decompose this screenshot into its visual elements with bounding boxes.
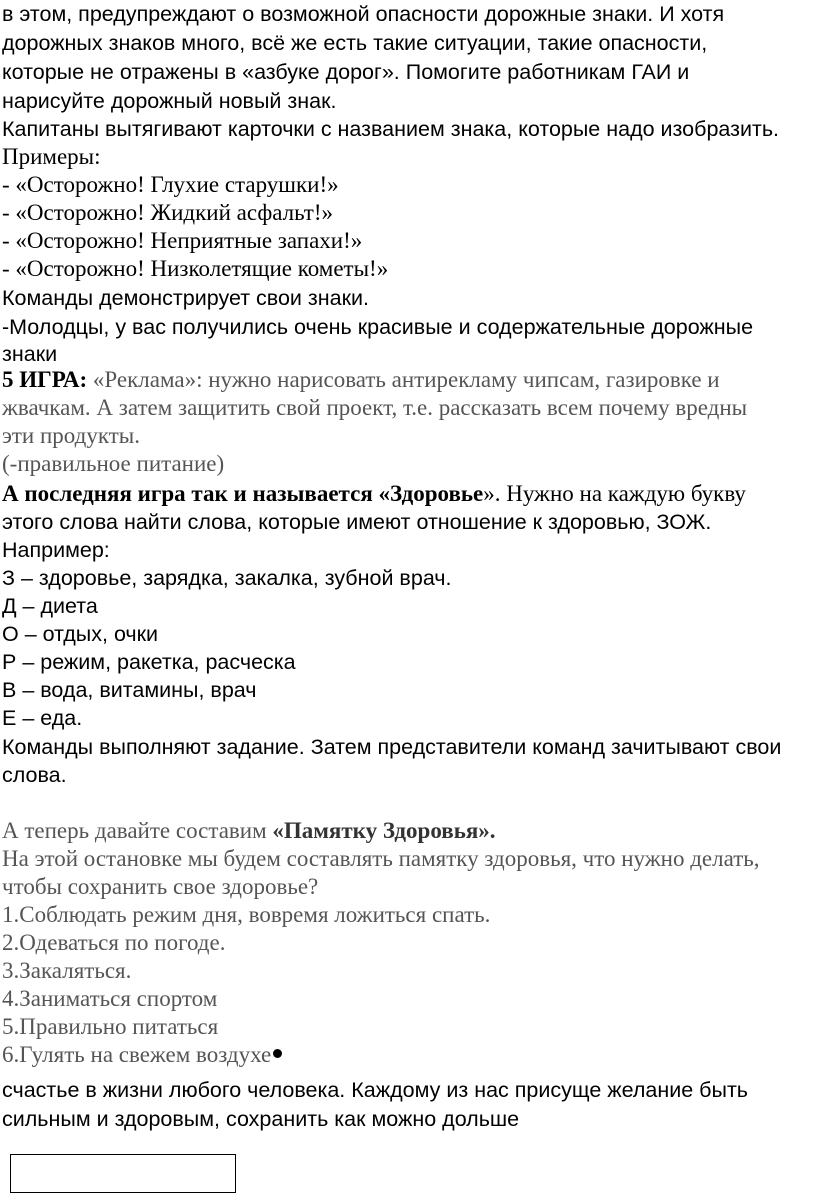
memo-question: чтобы сохранить свое здоровье? <box>2 874 319 899</box>
game5-label: 5 ИГРА: <box>2 367 88 392</box>
last-game-line: этого слова найти слова, которые имеют отношение к здоровью, ЗОЖ. <box>2 510 712 534</box>
text-line: Команды выполняют задание. Затем представители команд зачитывают свои <box>2 735 782 759</box>
text-line: нарисуйте дорожный новый знак. <box>2 89 337 113</box>
game5-line: эти продукты. <box>2 423 140 448</box>
text-line: в этом, предупреждают о возможной опасности дорожные знаки. И хотя <box>2 2 725 26</box>
memo-item-line <box>2 1041 282 1069</box>
text-line: знаки <box>2 342 58 366</box>
memo-item: 5.Правильно питаться <box>2 1014 219 1039</box>
letter-item: В – вода, витамины, врач <box>2 678 257 702</box>
example-item: - «Осторожно! Неприятные запахи!» <box>2 228 363 253</box>
text-line: которые не отражены в «азбуке дорог». Помогите работникам ГАИ и <box>2 60 690 84</box>
text-line: Команды демонстрирует свои знаки. <box>2 286 369 310</box>
empty-frame <box>10 1154 236 1193</box>
example-item: - «Осторожно! Жидкий асфальт!» <box>2 200 333 225</box>
closing-line: счастье в жизни любого человека. Каждому из нас присуще желание быть <box>2 1078 749 1102</box>
text-line: Примеры: <box>2 144 101 169</box>
memo-title: «Памятку Здоровья». <box>272 818 496 843</box>
closing-line: сильным и здоровым, сохранить как можно дольше <box>2 1107 520 1131</box>
example-item: - «Осторожно! Глухие старушки!» <box>2 172 339 197</box>
game5-text: «Реклама»: нужно нарисовать антирекламу чипсам, газировке и <box>87 367 720 392</box>
memo-item: 3.Закаляться. <box>2 958 132 983</box>
memo-item: 4.Заниматься спортом <box>2 986 218 1011</box>
letter-item: Д – диета <box>2 594 98 618</box>
memo-item: 6.Гулять на свежем воздухе <box>2 1042 272 1067</box>
last-game-line: А последняя игра так и называется «Здоровье». Нужно на каждую букву <box>2 481 746 506</box>
memo-item: 2.Одеваться по погоде. <box>2 930 226 955</box>
text-line: Капитаны вытягивают карточки с названием знака, которые надо изобразить. <box>2 117 780 141</box>
letter-item: З – здоровье, зарядка, закалка, зубной врач. <box>2 566 452 590</box>
last-game-line: Например: <box>2 538 110 562</box>
bullet-icon <box>273 1049 282 1058</box>
text-line: дорожных знаков много, всё же есть такие ситуации, такие опасности, <box>2 31 708 55</box>
game5-line: жвачкам. А затем защитить свой проект, т.е. рассказать всем почему вредны <box>2 395 748 420</box>
text-line: слова. <box>2 763 67 787</box>
letter-item: О – отдых, очки <box>2 622 159 646</box>
game5-line <box>2 366 720 394</box>
memo-item: 1.Соблюдать режим дня, вовремя ложиться спать. <box>2 902 491 927</box>
letter-item: Е – еда. <box>2 706 83 730</box>
example-item: - «Осторожно! Низколетящие кометы!» <box>2 256 389 281</box>
game5-line: (-правильное питание) <box>2 451 225 476</box>
memo-question: На этой остановке мы будем составлять памятку здоровья, что нужно делать, <box>2 846 760 871</box>
memo-intro-line: А теперь давайте составим «Памятку Здоровья». <box>2 818 496 843</box>
text-line: -Молодцы, у вас получились очень красивые и содержательные дорожные <box>2 315 754 339</box>
last-game-title: А последняя игра так и называется «Здоровье <box>2 481 484 506</box>
letter-item: Р – режим, ракетка, расческа <box>2 650 296 674</box>
